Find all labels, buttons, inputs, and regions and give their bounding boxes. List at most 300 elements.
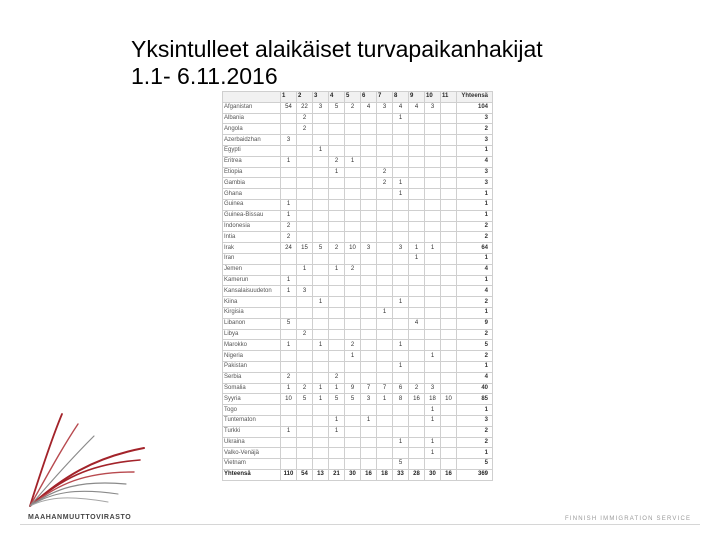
month-cell: 5: [393, 459, 409, 470]
month-cell: [313, 156, 329, 167]
total-cell: 4: [457, 156, 493, 167]
table-row: [223, 307, 493, 318]
month-cell: [313, 437, 329, 448]
month-cell: [441, 156, 457, 167]
month-cell: [329, 210, 345, 221]
month-cell: [345, 232, 361, 243]
month-cell: 1: [281, 199, 297, 210]
month-cell: [361, 297, 377, 308]
country-cell: Intia: [223, 232, 281, 243]
total-cell: 1: [457, 253, 493, 264]
month-cell: [361, 167, 377, 178]
month-cell: [425, 167, 441, 178]
total-cell: 4: [457, 372, 493, 383]
month-cell: [297, 361, 313, 372]
total-cell: 369: [457, 469, 493, 480]
country-cell: Kiina: [223, 297, 281, 308]
month-cell: [345, 124, 361, 135]
month-cell: [409, 189, 425, 200]
country-cell: Yhteensä: [223, 469, 281, 480]
month-cell: [361, 361, 377, 372]
header-month: 11: [441, 92, 457, 103]
month-cell: 5: [281, 318, 297, 329]
total-cell: 1: [457, 189, 493, 200]
month-cell: 10: [345, 243, 361, 254]
month-cell: [361, 135, 377, 146]
month-cell: [441, 405, 457, 416]
month-cell: [297, 297, 313, 308]
month-cell: [441, 297, 457, 308]
month-cell: 30: [345, 469, 361, 480]
month-cell: 1: [377, 394, 393, 405]
month-cell: [409, 145, 425, 156]
month-cell: [441, 275, 457, 286]
total-cell: 4: [457, 264, 493, 275]
month-cell: 30: [425, 469, 441, 480]
total-cell: 2: [457, 221, 493, 232]
month-cell: [329, 437, 345, 448]
table-row: [223, 383, 493, 394]
month-cell: [377, 340, 393, 351]
month-cell: [409, 448, 425, 459]
month-cell: [345, 145, 361, 156]
month-cell: [393, 264, 409, 275]
country-cell: Syyria: [223, 394, 281, 405]
month-cell: [377, 297, 393, 308]
total-cell: 2: [457, 426, 493, 437]
month-cell: [393, 145, 409, 156]
month-cell: 16: [441, 469, 457, 480]
country-cell: Afganistan: [223, 102, 281, 113]
table-row: [223, 178, 493, 189]
month-cell: [361, 372, 377, 383]
title-line-2: 1.1- 6.11.2016: [131, 63, 278, 89]
month-cell: 7: [377, 383, 393, 394]
month-cell: [393, 307, 409, 318]
month-cell: [377, 361, 393, 372]
table-row: [223, 232, 493, 243]
month-cell: [393, 329, 409, 340]
month-cell: 2: [329, 156, 345, 167]
month-cell: 1: [281, 286, 297, 297]
month-cell: [345, 286, 361, 297]
month-cell: [281, 145, 297, 156]
month-cell: [425, 426, 441, 437]
statistics-table-image: [222, 91, 492, 481]
month-cell: [313, 275, 329, 286]
month-cell: [281, 253, 297, 264]
month-cell: 1: [409, 243, 425, 254]
country-cell: Serbia: [223, 372, 281, 383]
month-cell: [393, 199, 409, 210]
table-row: [223, 394, 493, 405]
total-cell: 1: [457, 448, 493, 459]
country-cell: Etiopia: [223, 167, 281, 178]
month-cell: [393, 318, 409, 329]
month-cell: [313, 448, 329, 459]
header-country: [223, 92, 281, 103]
month-cell: [377, 318, 393, 329]
month-cell: 1: [393, 178, 409, 189]
total-cell: 4: [457, 286, 493, 297]
table-row: [223, 351, 493, 362]
month-cell: [393, 415, 409, 426]
month-cell: 1: [425, 243, 441, 254]
month-cell: 16: [409, 394, 425, 405]
statistics-table: [222, 91, 493, 481]
month-cell: [393, 372, 409, 383]
table-row: [223, 167, 493, 178]
month-cell: [409, 286, 425, 297]
month-cell: [313, 232, 329, 243]
month-cell: [441, 372, 457, 383]
month-cell: [297, 275, 313, 286]
month-cell: [441, 189, 457, 200]
month-cell: [377, 329, 393, 340]
month-cell: 1: [281, 156, 297, 167]
month-cell: [409, 437, 425, 448]
total-cell: 2: [457, 351, 493, 362]
total-cell: 3: [457, 178, 493, 189]
header-month: 4: [329, 92, 345, 103]
month-cell: [361, 459, 377, 470]
month-cell: [329, 318, 345, 329]
header-month: 8: [393, 92, 409, 103]
country-cell: Kirgisia: [223, 307, 281, 318]
table-row: [223, 221, 493, 232]
month-cell: [377, 405, 393, 416]
month-cell: [377, 232, 393, 243]
month-cell: 3: [281, 135, 297, 146]
month-cell: [425, 372, 441, 383]
month-cell: [281, 178, 297, 189]
month-cell: 3: [361, 394, 377, 405]
table-row: [223, 448, 493, 459]
header-month: 2: [297, 92, 313, 103]
month-cell: [345, 221, 361, 232]
month-cell: [297, 318, 313, 329]
month-cell: [345, 318, 361, 329]
table-row: [223, 459, 493, 470]
month-cell: [313, 286, 329, 297]
month-cell: [329, 124, 345, 135]
month-cell: [361, 329, 377, 340]
month-cell: [441, 210, 457, 221]
month-cell: [409, 415, 425, 426]
month-cell: [393, 156, 409, 167]
month-cell: 3: [361, 243, 377, 254]
month-cell: [377, 415, 393, 426]
month-cell: 4: [393, 102, 409, 113]
month-cell: [313, 210, 329, 221]
month-cell: [297, 459, 313, 470]
month-cell: [297, 405, 313, 416]
country-cell: Somalia: [223, 383, 281, 394]
month-cell: [425, 189, 441, 200]
month-cell: [377, 286, 393, 297]
month-cell: [377, 459, 393, 470]
month-cell: [377, 221, 393, 232]
month-cell: [281, 124, 297, 135]
month-cell: [313, 307, 329, 318]
month-cell: [297, 199, 313, 210]
header-month: 6: [361, 92, 377, 103]
month-cell: 2: [297, 124, 313, 135]
month-cell: 1: [393, 297, 409, 308]
month-cell: [393, 351, 409, 362]
month-cell: [329, 113, 345, 124]
month-cell: 1: [361, 415, 377, 426]
month-cell: 8: [393, 394, 409, 405]
country-cell: Jemen: [223, 264, 281, 275]
month-cell: [377, 189, 393, 200]
table-row: [223, 264, 493, 275]
title-line-1: Yksintulleet alaikäiset turvapaikanhakijat: [131, 36, 543, 62]
month-cell: 2: [329, 372, 345, 383]
month-cell: 16: [361, 469, 377, 480]
country-cell: Marokko: [223, 340, 281, 351]
month-cell: 54: [281, 102, 297, 113]
total-cell: 1: [457, 361, 493, 372]
month-cell: [313, 405, 329, 416]
table-row: [223, 113, 493, 124]
table-row: [223, 426, 493, 437]
month-cell: [313, 178, 329, 189]
month-cell: [361, 145, 377, 156]
month-cell: [393, 426, 409, 437]
service-name: FINNISH IMMIGRATION SERVICE: [565, 516, 692, 522]
total-cell: 104: [457, 102, 493, 113]
month-cell: 2: [345, 264, 361, 275]
month-cell: [345, 361, 361, 372]
month-cell: 22: [297, 102, 313, 113]
month-cell: 7: [361, 383, 377, 394]
month-cell: [361, 253, 377, 264]
month-cell: [425, 459, 441, 470]
month-cell: 1: [281, 383, 297, 394]
month-cell: [441, 145, 457, 156]
month-cell: 1: [425, 351, 441, 362]
month-cell: [377, 426, 393, 437]
total-cell: 85: [457, 394, 493, 405]
month-cell: 2: [345, 340, 361, 351]
month-cell: [345, 426, 361, 437]
month-cell: [393, 210, 409, 221]
month-cell: [409, 340, 425, 351]
month-cell: 1: [393, 437, 409, 448]
total-cell: 64: [457, 243, 493, 254]
month-cell: [377, 135, 393, 146]
total-cell: 3: [457, 167, 493, 178]
country-cell: Libanon: [223, 318, 281, 329]
month-cell: 1: [313, 383, 329, 394]
month-cell: [297, 340, 313, 351]
month-cell: [393, 448, 409, 459]
total-cell: 2: [457, 297, 493, 308]
country-cell: Tuntematon: [223, 415, 281, 426]
month-cell: 1: [313, 297, 329, 308]
month-cell: [345, 437, 361, 448]
month-cell: [297, 145, 313, 156]
table-row: [223, 329, 493, 340]
month-cell: [425, 113, 441, 124]
month-cell: 5: [297, 394, 313, 405]
month-cell: 1: [425, 437, 441, 448]
month-cell: [345, 210, 361, 221]
month-cell: [409, 307, 425, 318]
month-cell: 1: [345, 156, 361, 167]
month-cell: 1: [393, 361, 409, 372]
month-cell: [425, 232, 441, 243]
country-cell: Egypti: [223, 145, 281, 156]
month-cell: [313, 167, 329, 178]
month-cell: 28: [409, 469, 425, 480]
month-cell: 1: [409, 253, 425, 264]
month-cell: [425, 124, 441, 135]
month-cell: [441, 426, 457, 437]
country-cell: Kansalaisuudeton: [223, 286, 281, 297]
month-cell: [393, 275, 409, 286]
month-cell: [329, 135, 345, 146]
total-cell: 1: [457, 307, 493, 318]
month-cell: [329, 340, 345, 351]
total-cell: 2: [457, 437, 493, 448]
month-cell: [393, 124, 409, 135]
month-cell: [361, 178, 377, 189]
month-cell: 3: [313, 102, 329, 113]
month-cell: [361, 448, 377, 459]
month-cell: 2: [297, 113, 313, 124]
table-row: [223, 124, 493, 135]
month-cell: 4: [361, 102, 377, 113]
table-row: [223, 210, 493, 221]
month-cell: [441, 253, 457, 264]
month-cell: 18: [377, 469, 393, 480]
month-cell: 1: [393, 113, 409, 124]
month-cell: [441, 221, 457, 232]
month-cell: [329, 199, 345, 210]
month-cell: [345, 459, 361, 470]
month-cell: [409, 178, 425, 189]
month-cell: [441, 102, 457, 113]
month-cell: [281, 264, 297, 275]
month-cell: [345, 415, 361, 426]
month-cell: [425, 307, 441, 318]
country-cell: Indonesia: [223, 221, 281, 232]
month-cell: [345, 448, 361, 459]
month-cell: 1: [377, 307, 393, 318]
country-cell: Valko-Venäjä: [223, 448, 281, 459]
month-cell: [377, 113, 393, 124]
month-cell: [441, 178, 457, 189]
month-cell: [281, 405, 297, 416]
month-cell: [361, 264, 377, 275]
month-cell: 18: [425, 394, 441, 405]
month-cell: [361, 437, 377, 448]
month-cell: 4: [409, 318, 425, 329]
total-cell: 9: [457, 318, 493, 329]
country-cell: Ghana: [223, 189, 281, 200]
month-cell: [425, 156, 441, 167]
month-cell: [329, 221, 345, 232]
month-cell: [345, 372, 361, 383]
month-cell: [441, 286, 457, 297]
country-cell: Nigeria: [223, 351, 281, 362]
month-cell: [329, 253, 345, 264]
month-cell: [393, 221, 409, 232]
total-cell: 1: [457, 145, 493, 156]
month-cell: [297, 351, 313, 362]
month-cell: [297, 156, 313, 167]
month-cell: [425, 210, 441, 221]
month-cell: [313, 372, 329, 383]
month-cell: 3: [393, 243, 409, 254]
month-cell: [377, 351, 393, 362]
country-cell: Eritrea: [223, 156, 281, 167]
month-cell: [377, 156, 393, 167]
total-cell: 1: [457, 275, 493, 286]
month-cell: 10: [281, 394, 297, 405]
total-cell: 1: [457, 199, 493, 210]
month-cell: [329, 275, 345, 286]
header-month: 1: [281, 92, 297, 103]
month-cell: [361, 113, 377, 124]
month-cell: [313, 264, 329, 275]
table-row: [223, 253, 493, 264]
month-cell: [345, 307, 361, 318]
month-cell: [393, 167, 409, 178]
month-cell: 2: [329, 243, 345, 254]
month-cell: 2: [297, 383, 313, 394]
month-cell: 33: [393, 469, 409, 480]
month-cell: 1: [313, 340, 329, 351]
month-cell: [409, 405, 425, 416]
total-cell: 3: [457, 113, 493, 124]
month-cell: [297, 167, 313, 178]
month-cell: [425, 329, 441, 340]
table-row: [223, 275, 493, 286]
month-cell: [425, 361, 441, 372]
header-month: 9: [409, 92, 425, 103]
month-cell: [361, 351, 377, 362]
month-cell: 1: [425, 448, 441, 459]
month-cell: [361, 189, 377, 200]
month-cell: [441, 383, 457, 394]
month-cell: 1: [281, 210, 297, 221]
month-cell: [377, 199, 393, 210]
table-row: [223, 405, 493, 416]
month-cell: [281, 351, 297, 362]
month-cell: [313, 221, 329, 232]
month-cell: 2: [297, 329, 313, 340]
month-cell: [329, 448, 345, 459]
month-cell: [409, 113, 425, 124]
month-cell: [329, 351, 345, 362]
month-cell: [425, 318, 441, 329]
table-row: [223, 145, 493, 156]
total-cell: 2: [457, 329, 493, 340]
month-cell: [441, 264, 457, 275]
month-cell: [313, 199, 329, 210]
month-cell: [345, 189, 361, 200]
month-cell: 3: [297, 286, 313, 297]
month-cell: [329, 232, 345, 243]
month-cell: 2: [377, 167, 393, 178]
month-cell: [425, 297, 441, 308]
country-cell: Togo: [223, 405, 281, 416]
month-cell: 2: [345, 102, 361, 113]
month-cell: 4: [409, 102, 425, 113]
